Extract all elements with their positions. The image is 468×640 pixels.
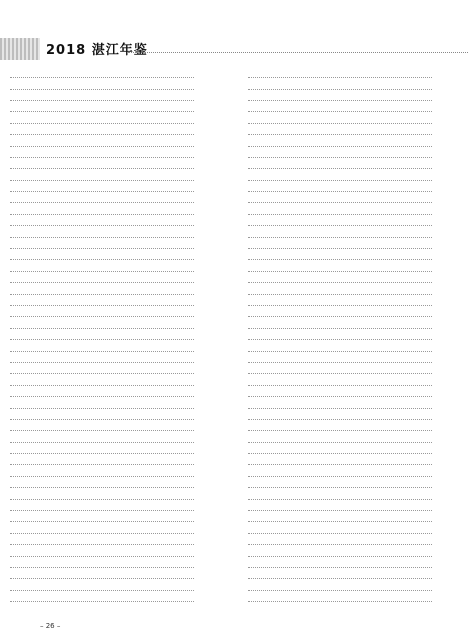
toc-entry <box>8 175 222 186</box>
toc-leader-dots <box>10 89 194 90</box>
toc-entry <box>8 118 222 129</box>
toc-entry <box>246 425 460 436</box>
toc-leader-dots <box>10 123 194 124</box>
toc-entry <box>8 129 222 140</box>
toc-entry <box>8 277 222 288</box>
toc-leader-dots <box>10 339 194 340</box>
toc-entry <box>246 231 460 242</box>
toc-entry <box>246 596 460 607</box>
toc-leader-dots <box>248 111 432 112</box>
toc-leader-dots <box>248 225 432 226</box>
toc-leader-dots <box>10 316 194 317</box>
toc-leader-dots <box>10 385 194 386</box>
toc-leader-dots <box>248 408 432 409</box>
toc-entry <box>8 152 222 163</box>
toc-column-left <box>8 72 222 607</box>
toc-leader-dots <box>10 202 194 203</box>
toc-leader-dots <box>248 476 432 477</box>
toc-leader-dots <box>248 271 432 272</box>
toc-entry <box>246 562 460 573</box>
toc-leader-dots <box>10 351 194 352</box>
toc-leader-dots <box>248 464 432 465</box>
toc-leader-dots <box>10 225 194 226</box>
toc-leader-dots <box>10 77 194 78</box>
toc-leader-dots <box>248 134 432 135</box>
page-number: – 26 – <box>40 622 61 630</box>
toc-entry <box>246 459 460 470</box>
toc-leader-dots <box>10 168 194 169</box>
toc-leader-dots <box>10 237 194 238</box>
toc-entry <box>8 391 222 402</box>
toc-entry <box>246 266 460 277</box>
toc-entry <box>246 539 460 550</box>
toc-entry <box>246 323 460 334</box>
toc-entry <box>8 209 222 220</box>
toc-entry <box>246 300 460 311</box>
toc-entry <box>8 266 222 277</box>
toc-entry <box>8 550 222 561</box>
toc-leader-dots <box>10 487 194 488</box>
toc-leader-dots <box>10 146 194 147</box>
toc-leader-dots <box>248 100 432 101</box>
toc-leader-dots <box>248 578 432 579</box>
toc-entry <box>8 368 222 379</box>
toc-entry <box>8 311 222 322</box>
toc-entry <box>8 231 222 242</box>
toc-leader-dots <box>10 453 194 454</box>
toc-leader-dots <box>10 180 194 181</box>
toc-entry <box>8 539 222 550</box>
toc-entry <box>246 505 460 516</box>
toc-entry <box>8 573 222 584</box>
header-rule <box>128 52 468 53</box>
toc-leader-dots <box>10 191 194 192</box>
toc-entry <box>8 448 222 459</box>
toc-entry <box>246 175 460 186</box>
yearbook-title <box>46 39 148 58</box>
toc-leader-dots <box>10 601 194 602</box>
toc-entry <box>246 129 460 140</box>
toc-leader-dots <box>10 282 194 283</box>
toc-leader-dots <box>248 89 432 90</box>
toc-entry <box>246 391 460 402</box>
toc-leader-dots <box>248 510 432 511</box>
toc-entry <box>8 106 222 117</box>
toc-entry <box>8 471 222 482</box>
toc-leader-dots <box>248 202 432 203</box>
toc-leader-dots <box>248 533 432 534</box>
toc-leader-dots <box>10 556 194 557</box>
toc-entry <box>246 516 460 527</box>
toc-entry <box>246 402 460 413</box>
toc-entry <box>246 277 460 288</box>
toc-leader-dots <box>10 499 194 500</box>
toc-entry <box>8 414 222 425</box>
toc-leader-dots <box>248 77 432 78</box>
toc-leader-dots <box>248 453 432 454</box>
toc-entry <box>8 459 222 470</box>
toc-entry <box>8 243 222 254</box>
toc-entry <box>246 220 460 231</box>
toc-leader-dots <box>10 373 194 374</box>
toc-entry <box>8 437 222 448</box>
toc-entry <box>246 83 460 94</box>
toc-entry <box>246 118 460 129</box>
toc-leader-dots <box>248 168 432 169</box>
toc-leader-dots <box>10 510 194 511</box>
toc-leader-dots <box>10 567 194 568</box>
toc-leader-dots <box>248 385 432 386</box>
toc-leader-dots <box>10 419 194 420</box>
toc-leader-dots <box>248 191 432 192</box>
toc-entry <box>8 585 222 596</box>
toc-leader-dots <box>248 373 432 374</box>
toc-entry <box>246 550 460 561</box>
toc-entry <box>8 425 222 436</box>
toc-entry <box>8 197 222 208</box>
toc-leader-dots <box>10 214 194 215</box>
toc-entry <box>8 345 222 356</box>
toc-entry <box>8 334 222 345</box>
toc-leader-dots <box>10 521 194 522</box>
toc-leader-dots <box>248 316 432 317</box>
toc-leader-dots <box>10 408 194 409</box>
toc-entry <box>246 573 460 584</box>
toc-entry <box>246 528 460 539</box>
toc-leader-dots <box>10 100 194 101</box>
toc-entry <box>246 152 460 163</box>
toc-entry <box>246 243 460 254</box>
toc-entry <box>246 197 460 208</box>
toc-entry <box>8 562 222 573</box>
toc-entry <box>246 72 460 83</box>
toc-leader-dots <box>248 259 432 260</box>
toc-leader-dots <box>248 339 432 340</box>
toc-leader-dots <box>248 123 432 124</box>
toc-entry <box>246 357 460 368</box>
toc-leader-dots <box>10 476 194 477</box>
toc-leader-dots <box>10 533 194 534</box>
toc-entry <box>8 402 222 413</box>
toc-leader-dots <box>248 499 432 500</box>
header-title-text: 湛江年鉴 <box>91 43 148 58</box>
toc-entry <box>8 482 222 493</box>
toc-leader-dots <box>248 590 432 591</box>
toc-entry <box>8 163 222 174</box>
toc-leader-dots <box>248 214 432 215</box>
toc-entry <box>246 254 460 265</box>
toc-leader-dots <box>10 328 194 329</box>
toc-entry <box>8 72 222 83</box>
toc-leader-dots <box>248 419 432 420</box>
page-header <box>0 38 468 60</box>
toc-leader-dots <box>248 567 432 568</box>
toc-entry <box>246 186 460 197</box>
toc-entry <box>246 493 460 504</box>
toc-leader-dots <box>10 271 194 272</box>
toc-entry <box>8 516 222 527</box>
toc-entry <box>8 186 222 197</box>
toc-leader-dots <box>10 430 194 431</box>
toc-leader-dots <box>248 328 432 329</box>
toc-entry <box>8 300 222 311</box>
toc-entry <box>8 288 222 299</box>
toc-entry <box>8 528 222 539</box>
toc-entry <box>8 323 222 334</box>
toc-entry <box>246 482 460 493</box>
toc-entry <box>246 311 460 322</box>
toc-leader-dots <box>248 351 432 352</box>
toc-leader-dots <box>10 362 194 363</box>
toc-leader-dots <box>10 259 194 260</box>
header-decoration <box>0 38 40 60</box>
toc-leader-dots <box>10 248 194 249</box>
toc-entry <box>8 380 222 391</box>
toc-leader-dots <box>248 180 432 181</box>
toc-entry <box>246 414 460 425</box>
toc-entry <box>246 209 460 220</box>
toc-leader-dots <box>10 590 194 591</box>
toc-leader-dots <box>10 396 194 397</box>
toc-leader-dots <box>10 294 194 295</box>
toc-entry <box>8 220 222 231</box>
toc-leader-dots <box>10 111 194 112</box>
toc-entry <box>246 106 460 117</box>
toc-leader-dots <box>248 362 432 363</box>
toc-leader-dots <box>10 305 194 306</box>
toc-entry <box>246 140 460 151</box>
toc-entry <box>246 288 460 299</box>
toc-leader-dots <box>248 282 432 283</box>
toc-entry <box>246 95 460 106</box>
toc-leader-dots <box>248 237 432 238</box>
toc-column-right <box>246 72 460 607</box>
toc-entry <box>246 471 460 482</box>
toc-entry <box>246 334 460 345</box>
toc-leader-dots <box>248 248 432 249</box>
toc-leader-dots <box>10 134 194 135</box>
toc-leader-dots <box>10 578 194 579</box>
toc-leader-dots <box>248 487 432 488</box>
toc-leader-dots <box>248 430 432 431</box>
toc-leader-dots <box>10 464 194 465</box>
toc-leader-dots <box>248 442 432 443</box>
toc-entry <box>246 585 460 596</box>
toc-entry <box>8 83 222 94</box>
toc-entry <box>8 95 222 106</box>
toc-entry <box>8 357 222 368</box>
toc-entry <box>246 163 460 174</box>
toc-entry <box>246 380 460 391</box>
toc-leader-dots <box>248 157 432 158</box>
toc-leader-dots <box>10 544 194 545</box>
toc-entry <box>8 505 222 516</box>
toc-leader-dots <box>10 157 194 158</box>
toc-leader-dots <box>248 396 432 397</box>
toc-entry <box>246 448 460 459</box>
toc-entry <box>8 140 222 151</box>
header-year: 2018 <box>46 43 87 58</box>
toc-leader-dots <box>248 556 432 557</box>
toc-entry <box>8 596 222 607</box>
toc-entry <box>246 345 460 356</box>
toc-leader-dots <box>248 146 432 147</box>
toc-entry <box>246 437 460 448</box>
toc-leader-dots <box>248 305 432 306</box>
toc-leader-dots <box>248 521 432 522</box>
toc-leader-dots <box>248 294 432 295</box>
toc-leader-dots <box>248 601 432 602</box>
toc-entry <box>246 368 460 379</box>
toc-leader-dots <box>248 544 432 545</box>
toc-leader-dots <box>10 442 194 443</box>
toc-entry <box>8 254 222 265</box>
toc-entry <box>8 493 222 504</box>
